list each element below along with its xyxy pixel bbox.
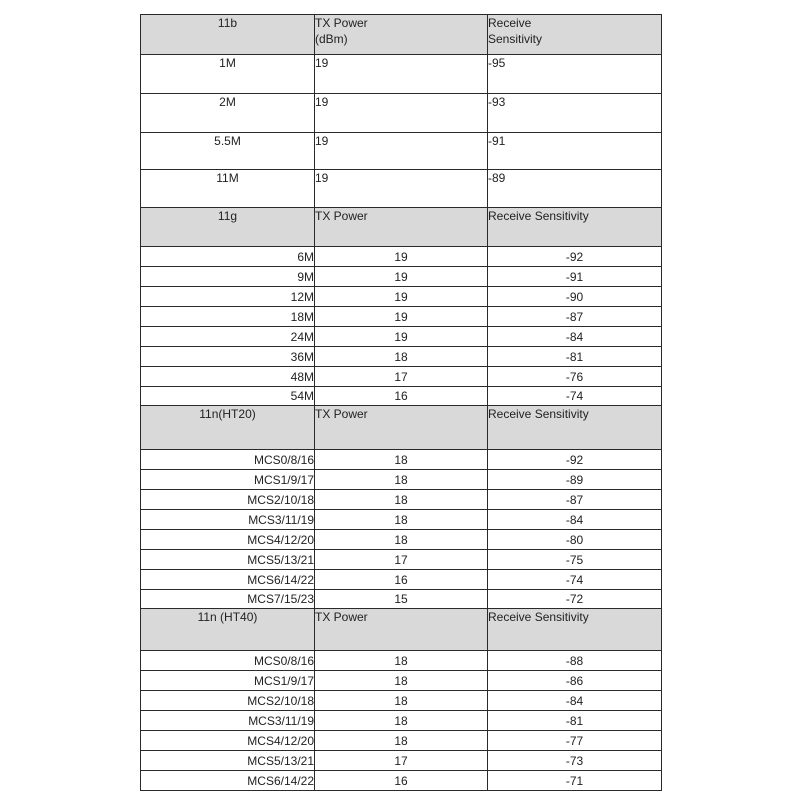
table-row: [141, 267, 662, 287]
tx-power-cell: 19: [315, 133, 488, 170]
rate-cell: 5.5M: [141, 133, 315, 170]
sensitivity-cell: -92: [488, 247, 662, 267]
table-row: [141, 247, 662, 267]
sensitivity-cell: -84: [488, 327, 662, 347]
tx-power-cell: 16: [315, 771, 488, 791]
sensitivity-cell: -84: [488, 691, 662, 711]
header-tx-power: TX Power: [315, 208, 488, 247]
rate-cell: 36M: [141, 347, 315, 367]
table-row: [141, 367, 662, 387]
tx-power-cell: 18: [315, 731, 488, 751]
header-mode: 11n(HT20): [141, 406, 315, 450]
rate-cell: MCS0/8/16: [141, 651, 315, 671]
sensitivity-cell: -91: [488, 267, 662, 287]
section-header-11g: [141, 208, 662, 247]
tx-power-cell: 17: [315, 550, 488, 570]
sensitivity-cell: -74: [488, 387, 662, 406]
tx-power-cell: 19: [315, 327, 488, 347]
section-header-11n-ht40: [141, 609, 662, 651]
rate-cell: 24M: [141, 327, 315, 347]
header-receive-sensitivity: Receive Sensitivity: [488, 406, 662, 450]
header-receive-sensitivity: Receive Sensitivity: [488, 609, 662, 651]
sensitivity-cell: -73: [488, 751, 662, 771]
table-row: [141, 651, 662, 671]
rate-cell: MCS4/12/20: [141, 530, 315, 550]
rate-cell: MCS7/15/23: [141, 590, 315, 609]
sensitivity-cell: -72: [488, 590, 662, 609]
sensitivity-cell: -93: [488, 94, 662, 133]
table-row: [141, 711, 662, 731]
rate-cell: MCS2/10/18: [141, 691, 315, 711]
section-header-11n-ht20: [141, 406, 662, 450]
tx-power-cell: 19: [315, 170, 488, 208]
tx-power-cell: 16: [315, 570, 488, 590]
rate-cell: 2M: [141, 94, 315, 133]
rate-cell: MCS0/8/16: [141, 450, 315, 470]
tx-power-cell: 19: [315, 287, 488, 307]
rate-cell: 54M: [141, 387, 315, 406]
table-row: [141, 133, 662, 170]
sensitivity-cell: -87: [488, 307, 662, 327]
tx-power-cell: 19: [315, 94, 488, 133]
rate-cell: MCS6/14/22: [141, 570, 315, 590]
header-tx-power: TX Power: [315, 609, 488, 651]
rate-cell: 6M: [141, 247, 315, 267]
sensitivity-cell: -88: [488, 651, 662, 671]
tx-power-cell: 18: [315, 691, 488, 711]
rf-spec-table: [140, 14, 662, 791]
tx-power-cell: 18: [315, 530, 488, 550]
tx-power-cell: 19: [315, 307, 488, 327]
tx-power-cell: 18: [315, 510, 488, 530]
rate-cell: MCS2/10/18: [141, 490, 315, 510]
table-row: [141, 170, 662, 208]
rate-cell: MCS4/12/20: [141, 731, 315, 751]
tx-power-cell: 18: [315, 671, 488, 691]
table-row: [141, 751, 662, 771]
sensitivity-cell: -92: [488, 450, 662, 470]
table-row: [141, 287, 662, 307]
rate-cell: MCS6/14/22: [141, 771, 315, 791]
table-row: [141, 94, 662, 133]
rate-cell: 48M: [141, 367, 315, 387]
header-tx-power: TX Power (dBm): [315, 15, 488, 55]
sensitivity-cell: -86: [488, 671, 662, 691]
tx-power-cell: 18: [315, 450, 488, 470]
sensitivity-cell: -84: [488, 510, 662, 530]
tx-power-cell: 18: [315, 651, 488, 671]
table-row: [141, 450, 662, 470]
table-row: [141, 731, 662, 751]
sensitivity-cell: -77: [488, 731, 662, 751]
header-receive-sensitivity: Receive Sensitivity: [488, 208, 662, 247]
rate-cell: 1M: [141, 55, 315, 94]
table-row: [141, 570, 662, 590]
tx-power-cell: 15: [315, 590, 488, 609]
table-row: [141, 307, 662, 327]
sensitivity-cell: -76: [488, 367, 662, 387]
sensitivity-cell: -75: [488, 550, 662, 570]
sensitivity-cell: -90: [488, 287, 662, 307]
table-row: [141, 55, 662, 94]
sensitivity-cell: -87: [488, 490, 662, 510]
tx-power-cell: 19: [315, 247, 488, 267]
tx-power-cell: 18: [315, 490, 488, 510]
rate-cell: 9M: [141, 267, 315, 287]
rate-cell: 11M: [141, 170, 315, 208]
section-header-11b: [141, 15, 662, 55]
table-row: [141, 771, 662, 791]
table-row: [141, 327, 662, 347]
tx-power-cell: 18: [315, 470, 488, 490]
tx-power-cell: 19: [315, 55, 488, 94]
sensitivity-cell: -71: [488, 771, 662, 791]
table-row: [141, 550, 662, 570]
table-row: [141, 470, 662, 490]
rate-cell: MCS1/9/17: [141, 671, 315, 691]
sensitivity-cell: -74: [488, 570, 662, 590]
rate-cell: MCS3/11/19: [141, 510, 315, 530]
header-mode: 11n (HT40): [141, 609, 315, 651]
sensitivity-cell: -91: [488, 133, 662, 170]
header-receive-sensitivity: Receive Sensitivity: [488, 15, 662, 55]
table-row: [141, 347, 662, 367]
sensitivity-cell: -89: [488, 470, 662, 490]
rate-cell: MCS5/13/21: [141, 751, 315, 771]
tx-power-cell: 18: [315, 711, 488, 731]
table-row: [141, 691, 662, 711]
sensitivity-cell: -95: [488, 55, 662, 94]
tx-power-cell: 17: [315, 751, 488, 771]
rate-cell: 12M: [141, 287, 315, 307]
rf-spec-table-body: [141, 15, 662, 791]
table-row: [141, 490, 662, 510]
header-mode: 11b: [141, 15, 315, 55]
rate-cell: MCS5/13/21: [141, 550, 315, 570]
table-row: [141, 510, 662, 530]
rate-cell: 18M: [141, 307, 315, 327]
sensitivity-cell: -80: [488, 530, 662, 550]
header-mode: 11g: [141, 208, 315, 247]
rate-cell: MCS3/11/19: [141, 711, 315, 731]
table-row: [141, 387, 662, 406]
tx-power-cell: 16: [315, 387, 488, 406]
table-row: [141, 671, 662, 691]
tx-power-cell: 17: [315, 367, 488, 387]
rate-cell: MCS1/9/17: [141, 470, 315, 490]
tx-power-cell: 18: [315, 347, 488, 367]
header-tx-power: TX Power: [315, 406, 488, 450]
sensitivity-cell: -81: [488, 347, 662, 367]
sensitivity-cell: -89: [488, 170, 662, 208]
tx-power-cell: 19: [315, 267, 488, 287]
table-row: [141, 590, 662, 609]
table-row: [141, 530, 662, 550]
sensitivity-cell: -81: [488, 711, 662, 731]
